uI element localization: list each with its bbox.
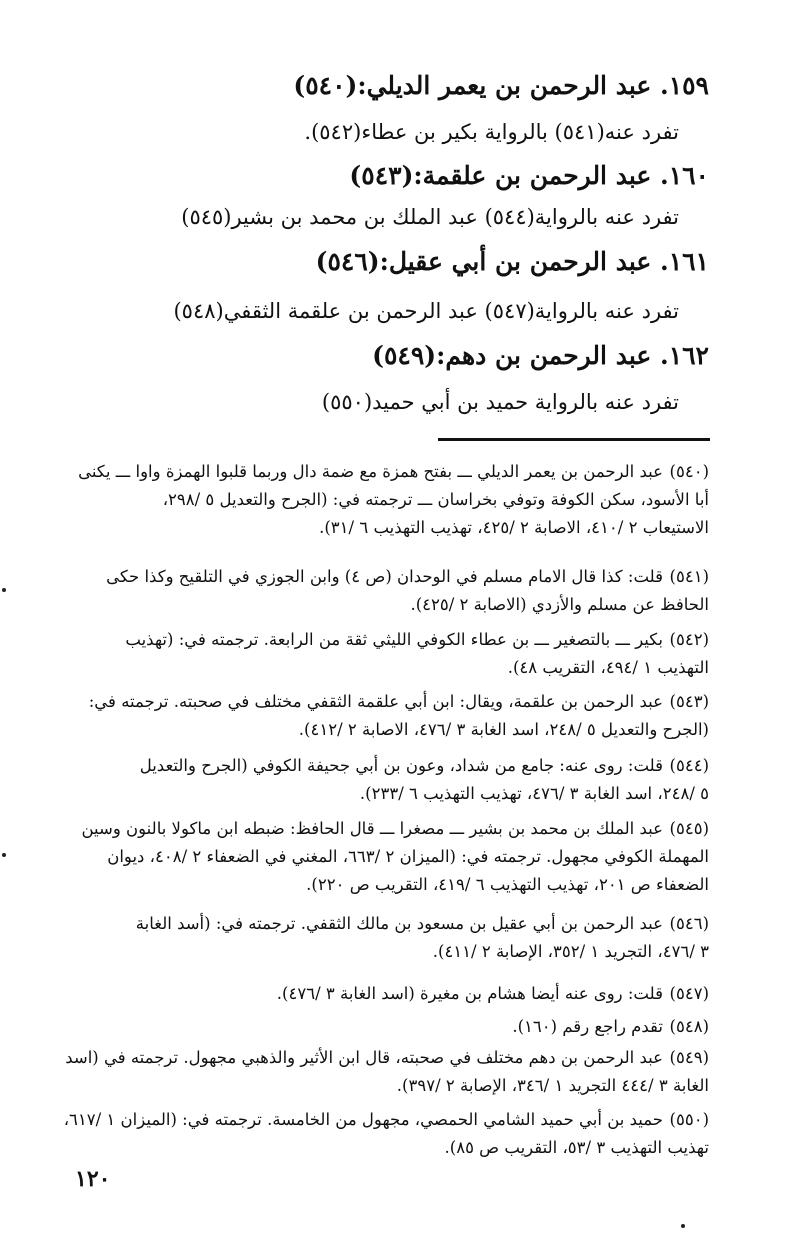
entry-text: تفرد عنه بالرواية(٥٤٧) عبد الرحمن بن علقمة الثقفي(٥٤٨) — [173, 299, 679, 323]
footnote-line: بكير ـــ بالتصغير ـــ بن عطاء الكوفي الليثي ثقة من الرابعة. ترجمته في: (تهذيب — [125, 630, 663, 649]
scan-speck — [681, 1224, 685, 1228]
entry-text: تفرد عنه بالرواية(٥٤٤) عبد الملك بن محمد بن بشير(٥٤٥) — [181, 205, 679, 229]
footnote-number: (٥٤٨) — [669, 1017, 709, 1036]
footnote-number: (٥٤١) — [669, 567, 709, 586]
entry-heading: ١٦٠. عبد الرحمن بن علقمة:(٥٤٣) — [349, 161, 709, 190]
footnote-number: (٥٤٠) — [669, 462, 709, 481]
footnote-line: قلت: كذا قال الامام مسلم في الوحدان (ص ٤) وابن الجوزي في التلقيح وكذا حكى — [106, 567, 663, 586]
footnote-line: حميد بن أبي حميد الشامي الحمصي، مجهول من الخامسة. ترجمته في: (الميزان ١ /٦١٧، — [63, 1110, 663, 1129]
footnote-number: (٥٤٧) — [669, 984, 709, 1003]
footnote — [79, 752, 709, 808]
footnote-number: (٥٤٦) — [669, 914, 709, 933]
footnote — [79, 910, 709, 966]
footnote-line: ٣ /٤٧٦، التجريد ١ /٣٥٢، الإصابة ٢ /٤١١). — [432, 942, 709, 961]
footnote-line: عبد الرحمن بن علقمة، ويقال: ابن أبي علقمة الثقفي مختلف في صحبته. ترجمته في: — [88, 692, 663, 711]
footnote-line: عبد الملك بن محمد بن بشير ـــ مصغرا ـــ قال الحافظ: ضبطه ابن ماكولا بالنون وسين — [81, 819, 663, 838]
footnote-line: (الجرح والتعديل ٥ /٢٤٨، اسد الغابة ٣ /٤٧٦، الاصابة ٢ /٤١٢). — [298, 720, 709, 739]
footnote-line: عبد الرحمن بن أبي عقيل بن مسعود بن مالك الثقفي. ترجمته في: (أسد الغابة — [135, 914, 663, 933]
footnote — [79, 626, 709, 682]
footnote-line: عبد الرحمن بن يعمر الديلي ـــ بفتح همزة مع ضمة دال وربما قلبوا الهمزة واوا ـــ يكنى — [78, 462, 663, 481]
footnote-line: الاستيعاب ٢ /٤١٠، الاصابة ٢ /٤٢٥، تهذيب التهذيب ٦ /٣١). — [319, 518, 709, 537]
footnote-line: تهذيب التهذيب ٣ /٥٣، التقريب ص ٨٥). — [444, 1138, 709, 1157]
entry-heading: ١٥٩. عبد الرحمن بن يعمر الديلي:(٥٤٠) — [293, 71, 709, 100]
footnote-number: (٥٤٤) — [669, 756, 709, 775]
footnote-number: (٥٥٠) — [669, 1110, 709, 1129]
footnote — [65, 1044, 709, 1100]
entry-heading: ١٦٢. عبد الرحمن بن دهم:(٥٤٩) — [372, 341, 709, 370]
footnote-number: (٥٤٣) — [669, 692, 709, 711]
footnote-line: ٥ /٢٤٨، اسد الغابة ٣ /٤٧٦، تهذيب التهذيب ٦ /٢٣٣). — [359, 784, 709, 803]
entry-heading: ١٦١. عبد الرحمن بن أبي عقيل:(٥٤٦) — [315, 247, 709, 276]
footnote-line: أبا الأسود، سكن الكوفة وتوفي بخراسان ـــ ترجمته في: (الجرح والتعديل ٥ /٢٩٨، — [162, 490, 709, 509]
footnote-line: عبد الرحمن بن دهم مختلف في صحبته، قال ابن الأثير والذهبي مجهول. ترجمته في (اسد — [65, 1048, 663, 1067]
footnote — [79, 563, 709, 619]
footnote — [79, 458, 709, 542]
footnote — [79, 688, 709, 744]
scan-speck — [2, 588, 6, 592]
footnote-line: المهملة الكوفي مجهول. ترجمته في: (الميزان ٢ /٦٦٣، المغني في الضعفاء ٢ /٤٠٨، ديوان — [107, 847, 709, 866]
scan-speck — [2, 853, 6, 857]
entry-text: تفرد عنه بالرواية حميد بن أبي حميد(٥٥٠) — [321, 390, 679, 414]
footnote-number: (٥٤٥) — [669, 819, 709, 838]
footnote-line: الضعفاء ص ٢٠١، تهذيب التهذيب ٦ /٤١٩، التقريب ص ٢٢٠). — [306, 875, 709, 894]
footnote-number: (٥٤٩) — [669, 1048, 709, 1067]
footnote — [63, 1106, 709, 1162]
footnote-number: (٥٤٢) — [669, 630, 709, 649]
footnote — [79, 1013, 709, 1041]
footnote-line: تقدم راجع رقم (١٦٠). — [512, 1017, 663, 1036]
footnote-line: الحافظ عن مسلم والأزدي (الاصابة ٢ /٤٢٥). — [410, 595, 709, 614]
footnote-line: الغابة ٣ /٤٤٤ التجريد ١ /٣٤٦، الإصابة ٢ /٣٩٧). — [396, 1076, 709, 1095]
footnote — [79, 815, 709, 899]
footnote — [79, 980, 709, 1008]
footnote-line: التهذيب ١ /٤٩٤، التقريب ٤٨). — [507, 658, 709, 677]
footnote-line: قلت: روى عنه: جامع من شداد، وعون بن أبي جحيفة الكوفي (الجرح والتعديل — [139, 756, 663, 775]
entry-text: تفرد عنه(٥٤١) بالرواية بكير بن عطاء(٥٤٢). — [304, 120, 679, 144]
footnote-line: قلت: روى عنه أيضا هشام بن مغيرة (اسد الغابة ٣ /٤٧٦). — [276, 984, 663, 1003]
page-number: ١٢٠ — [75, 1166, 111, 1192]
footnote-separator — [438, 438, 710, 441]
